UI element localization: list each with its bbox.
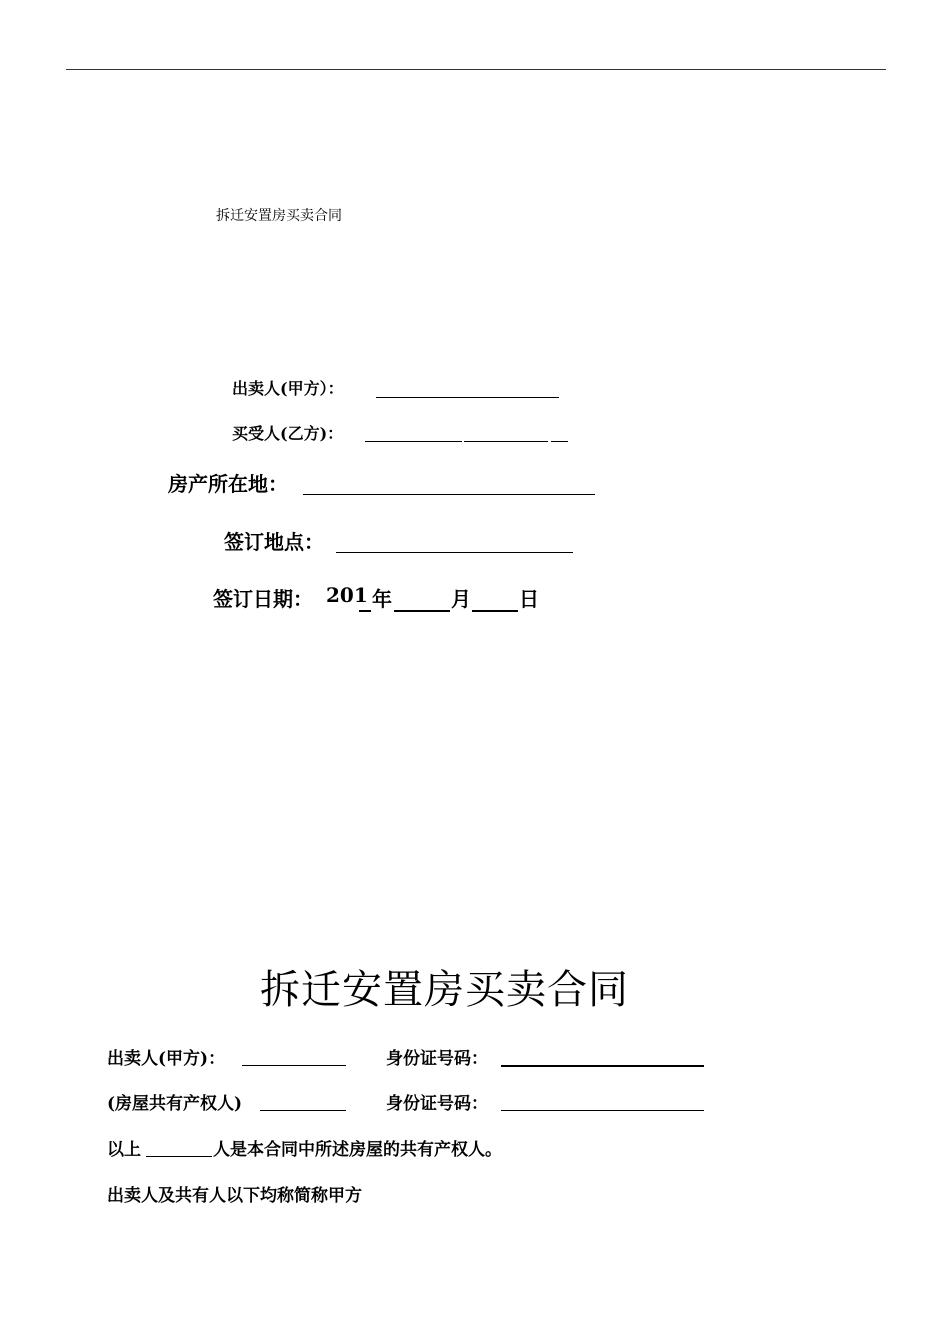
cover-year-label: 年 [372,587,392,611]
cover-buyer-label: 买受人(乙方)： [232,424,344,443]
contract-title: 拆迁安置房买卖合同 [260,967,629,1013]
cover-year-blank[interactable] [359,610,371,612]
contract-id-number-blank-2[interactable] [501,1110,704,1111]
contract-seller-blank[interactable] [242,1065,346,1066]
contract-co-owner-statement-suffix: 人是本合同中所述房屋的共有产权人。 [213,1140,502,1160]
contract-co-owner-count-blank[interactable] [146,1156,212,1157]
cover-buyer-blank-b[interactable] [464,441,548,442]
cover-signing-place-label: 签订地点： [224,530,324,554]
contract-co-owner-blank[interactable] [260,1110,346,1111]
cover-seller-blank[interactable] [376,397,559,398]
cover-signing-date-label: 签订日期： [213,587,313,611]
contract-id-number-blank-1[interactable] [501,1065,704,1067]
contract-id-number-label-1: 身份证号码： [386,1049,488,1069]
contract-seller-label: 出卖人(甲方)： [107,1049,226,1069]
header-title: 拆迁安置房买卖合同 [216,208,342,224]
cover-month-blank[interactable] [394,610,450,612]
cover-seller-label: 出卖人(甲方）： [232,379,344,398]
cover-day-label: 日 [519,587,539,611]
cover-year-prefix: 201 [326,583,368,607]
cover-signing-place-blank[interactable] [336,552,573,553]
contract-party-a-definition: 出卖人及共有人以下均称简称甲方 [107,1186,362,1206]
contract-co-owner-label: (房屋共有产权人) [107,1094,243,1114]
contract-id-number-label-2: 身份证号码： [386,1094,488,1114]
contract-co-owner-statement-prefix: 以上 [107,1140,141,1160]
cover-buyer-blank-a[interactable] [365,441,462,442]
cover-buyer-blank-c[interactable] [551,441,568,442]
cover-property-location-label: 房产所在地： [168,472,288,496]
cover-property-location-blank[interactable] [303,494,595,495]
cover-day-blank[interactable] [472,610,518,612]
cover-month-label: 月 [451,587,471,611]
header-rule [66,69,886,70]
